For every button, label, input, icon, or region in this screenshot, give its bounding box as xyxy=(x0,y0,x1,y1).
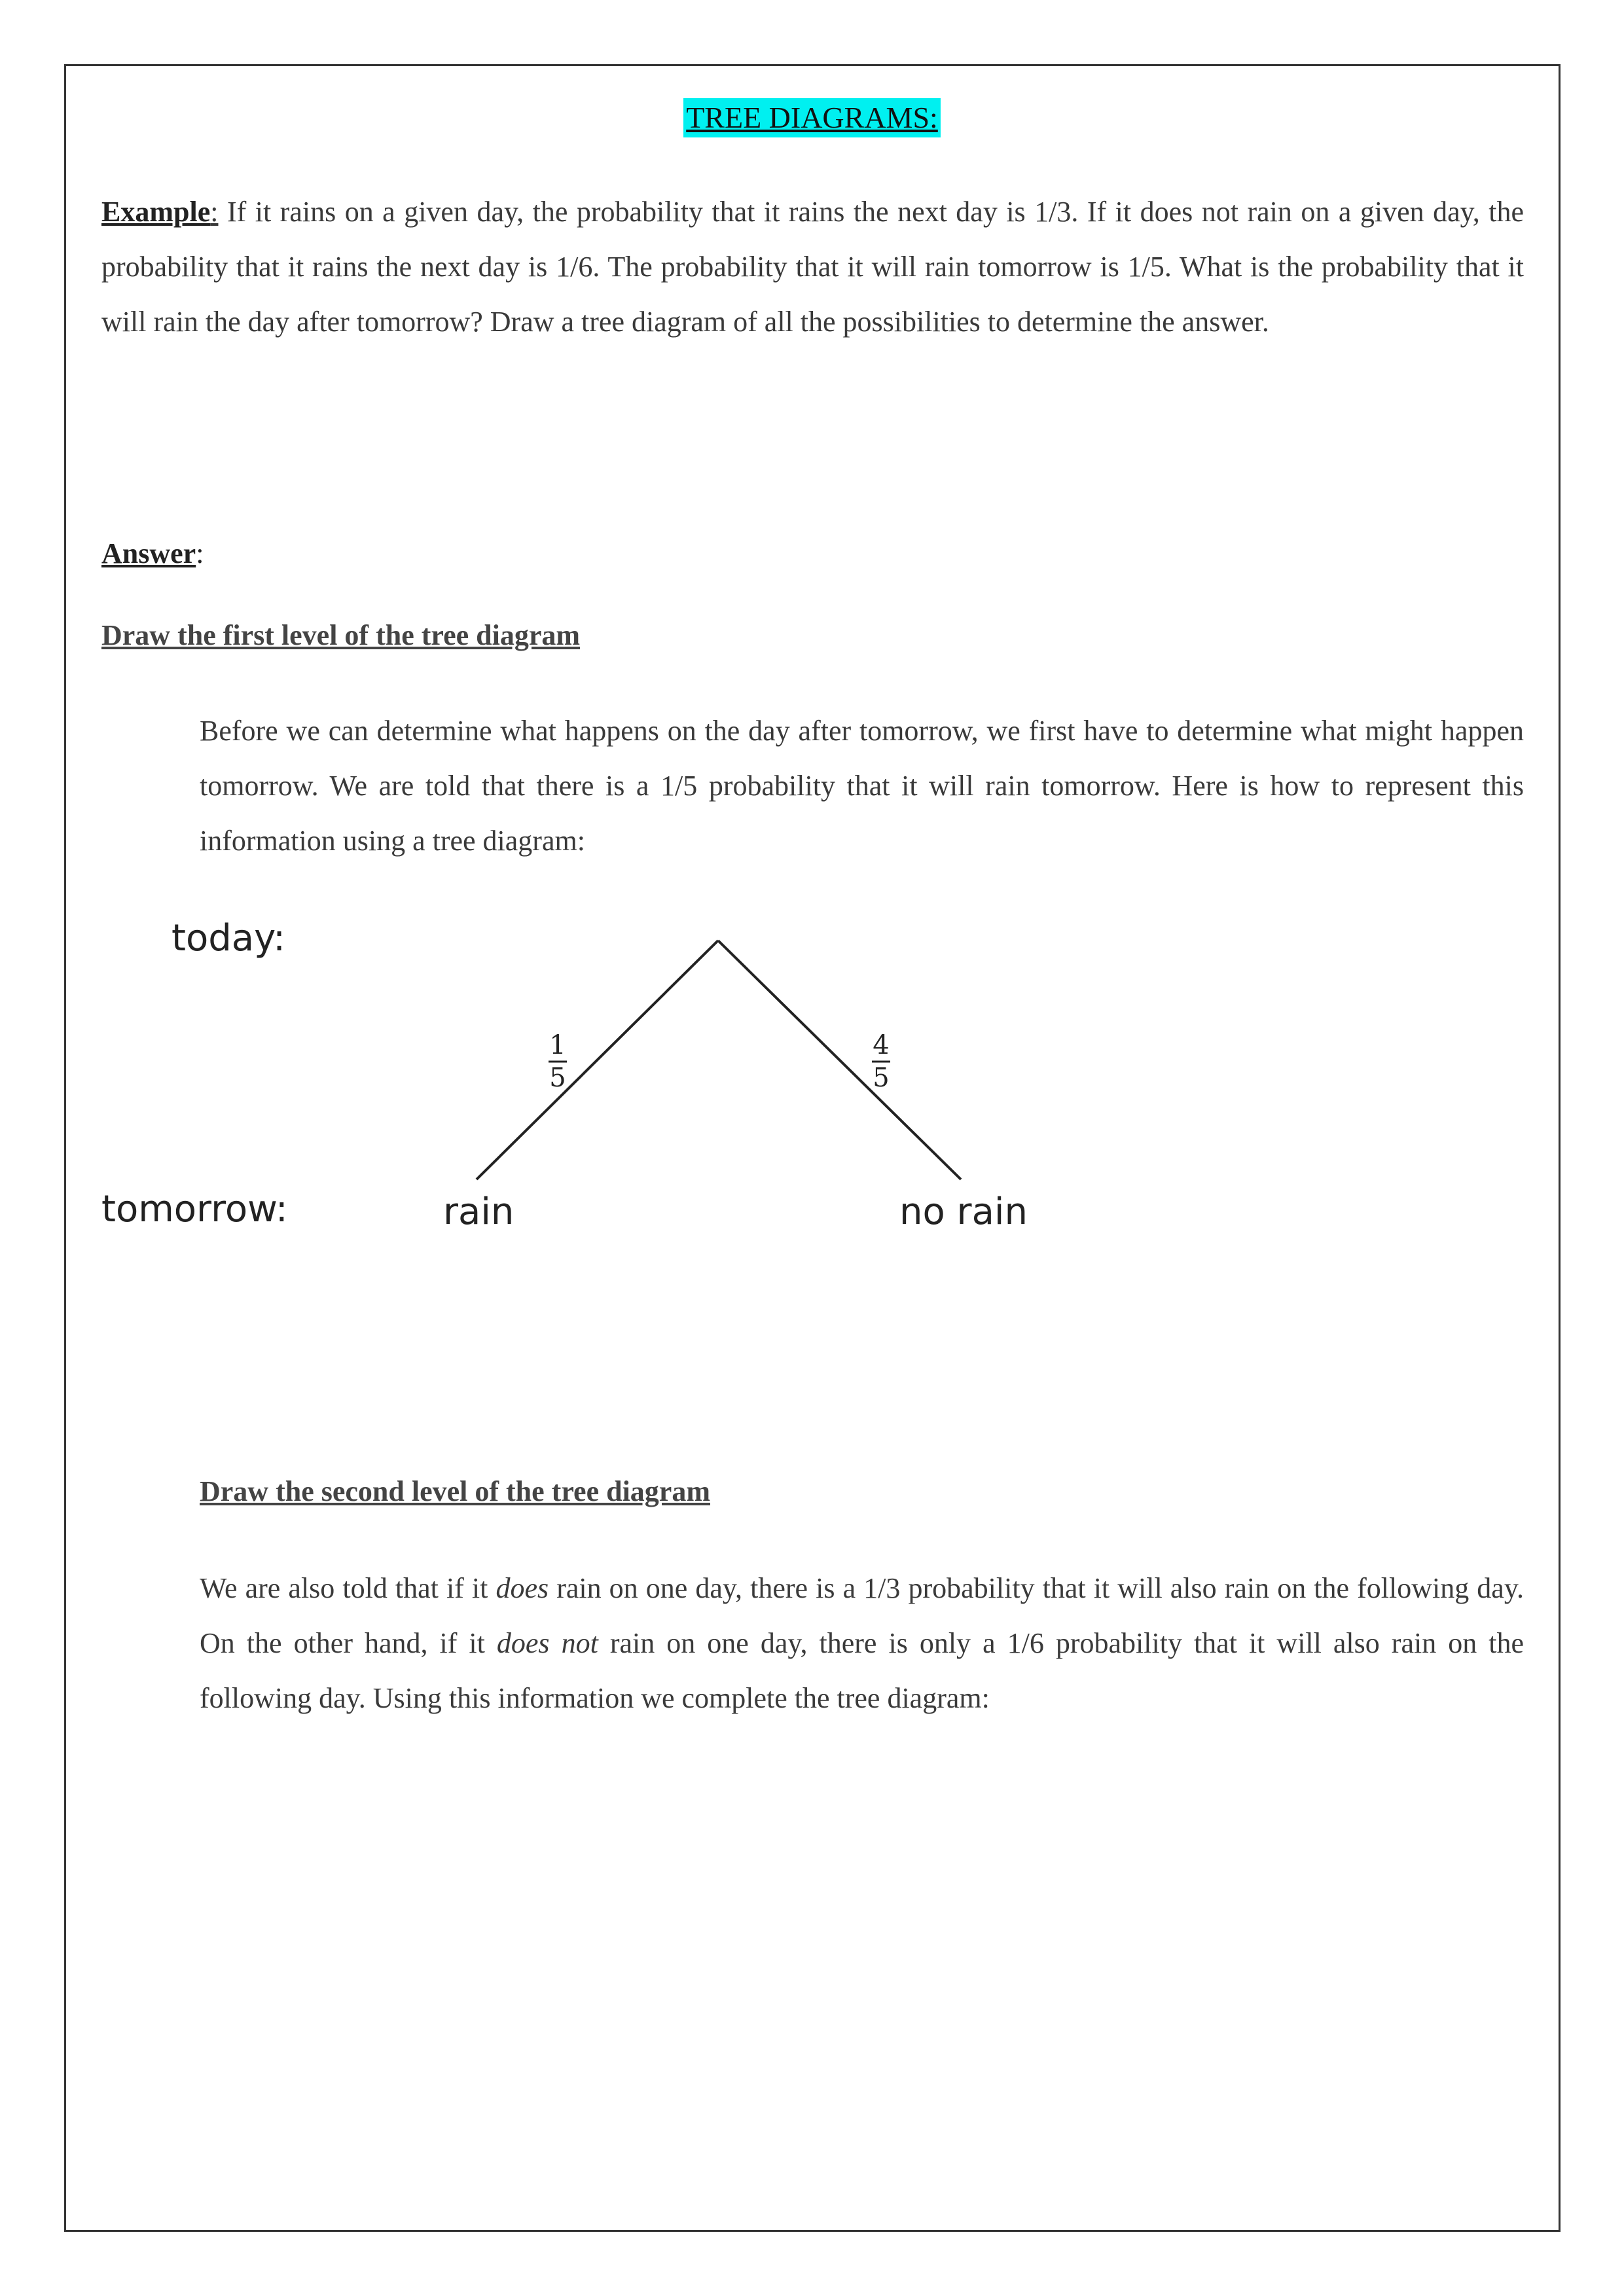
example-colon: : xyxy=(210,196,219,228)
left-probability xyxy=(549,1030,567,1093)
section1-paragraph: Before we can determine what happens on the day after tomorrow, we first have to determine what might happen tomorrow. We are told that there is a 1/5 probability that it will rain tomorrow. Here is how to represent this information using a tree diagram: xyxy=(200,715,1524,857)
tree-label-tomorrow: tomorrow: xyxy=(101,1188,288,1230)
right-prob-denominator: 5 xyxy=(873,1063,890,1093)
example-text: If it rains on a given day, the probability that it rains the next day is 1/3. If it does not rain on a given day, the probability that it rains the next day is 1/6. The probability that it will rain tomorrow is 1/5. What is the probability that it will rain the day after tomorrow? Draw a tree diagram of all the possibilities to determine the answer. xyxy=(101,196,1524,338)
right-prob-numerator: 4 xyxy=(873,1030,890,1060)
answer-label: Answer xyxy=(101,537,196,569)
page-title: TREE DIAGRAMS: xyxy=(683,98,941,137)
section2-text-2: rain on one day, there is a 1/3 probability that it will also rain on the following day. On the other hand, if it xyxy=(200,1572,1524,1659)
tree-label-today: today: xyxy=(171,917,286,960)
section2-emphasis-does: does xyxy=(496,1572,549,1604)
tree-branch-left xyxy=(477,941,718,1179)
right-probability xyxy=(872,1030,890,1093)
example-label: Example xyxy=(101,196,211,228)
tree-branch-right xyxy=(718,941,961,1179)
tree-node-no-rain: no rain xyxy=(899,1191,1028,1233)
tree-node-rain: rain xyxy=(443,1191,514,1233)
section2-emphasis-does-not: does not xyxy=(496,1627,598,1659)
section2-heading: Draw the second level of the tree diagram xyxy=(200,1475,710,1507)
left-prob-denominator: 5 xyxy=(549,1063,566,1093)
section2-paragraph xyxy=(200,1561,1524,1726)
section2-text-1: We are also told that if it xyxy=(200,1572,496,1604)
left-prob-numerator: 1 xyxy=(549,1030,566,1060)
section1-heading: Draw the first level of the tree diagram xyxy=(101,619,581,651)
section2-text-3: rain on one day, there is only a 1/6 probability that it will also rain on the following day. Using this information we complete the tree diagram: xyxy=(200,1627,1524,1714)
answer-colon: : xyxy=(196,537,204,569)
